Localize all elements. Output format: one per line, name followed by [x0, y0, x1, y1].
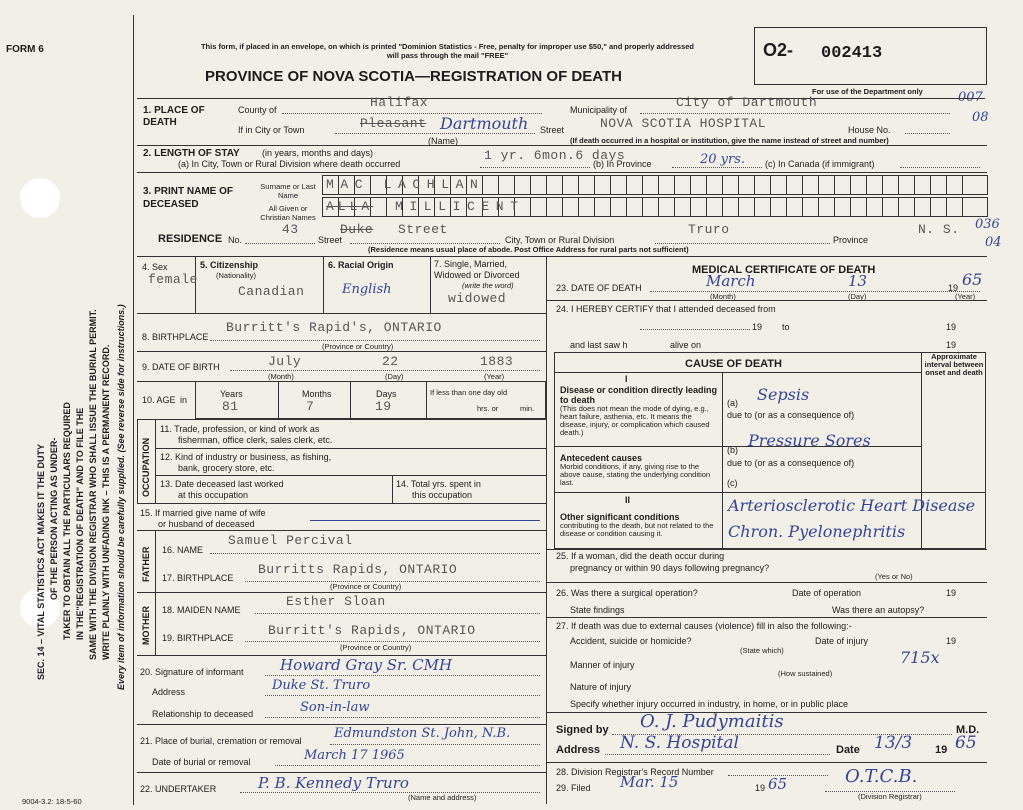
cause-b-label: (b)	[727, 445, 738, 455]
undertaker-label: 22. UNDERTAKER	[140, 784, 217, 794]
occupation-side-label: OCCUPATION	[141, 437, 151, 497]
sex-label: 4. Sex	[142, 262, 168, 272]
surname-value: MAC LACHLAN	[326, 177, 485, 192]
registration-number-box	[754, 27, 987, 85]
antecedent-label: Antecedent causes	[560, 453, 643, 463]
side-notice-line: SAME WITH THE DIVISION REGISTRAR WHO SHALL ISSUE THE BURIAL PERMIT.	[88, 309, 98, 660]
street-label: Street	[318, 235, 343, 245]
hospital-note: (If death occurred in a hospital or institution, give the name instead of street and number)	[570, 136, 889, 145]
nature-label: Nature of injury	[570, 682, 632, 692]
q29-label: 29. Filed	[556, 783, 591, 793]
father-name: Samuel Percival	[228, 533, 353, 548]
informant-address-label: Address	[152, 687, 186, 697]
informant-address: Duke St. Truro	[272, 678, 371, 693]
residence-province: N. S.	[918, 222, 960, 237]
immediate-cause-sub: (This does not mean the mode of dying, e.g., heart failure, asthenia, etc. It means the disease, injury, or complication which caused death.)	[560, 404, 710, 437]
last-saw-label: and last saw h	[570, 340, 628, 350]
q25-label: 25. If a woman, did the death occur during	[556, 551, 725, 561]
year-prefix: 19	[946, 322, 957, 332]
alive-on-label: alive on	[670, 340, 702, 350]
death-day: 13	[848, 272, 868, 290]
informant-signature: Howard Gray Sr. CMH	[280, 656, 453, 674]
industry-label: Specify whether injury occurred in industry, in home, or in public place	[570, 699, 848, 709]
certifier-date-label: Date	[836, 744, 860, 756]
certifier-signature: O. J. Pudymaitis	[640, 711, 784, 732]
part-2-label: II	[625, 495, 631, 505]
county-label: County of	[238, 105, 277, 115]
q15b-label: or husband of deceased	[158, 519, 255, 529]
length-of-stay-sub: (in years, months and days)	[262, 148, 374, 158]
month-caption: (Month)	[710, 292, 736, 301]
year-prefix: 19	[946, 588, 957, 598]
residence-label: RESIDENCE	[158, 233, 223, 245]
mother-side-label: MOTHER	[141, 606, 151, 645]
certifier-address: N. S. Hospital	[620, 733, 739, 753]
certifier-address-label: Address	[556, 744, 601, 756]
sex-value: female	[148, 272, 198, 287]
name-of-deceased-label: 3. PRINT NAME OF DECEASED	[143, 186, 234, 210]
side-notice-line: WRITE PLAINLY WITH UNFADING INK – THIS IS A PERMANENT RECORD.	[101, 344, 111, 660]
month-caption: (Month)	[268, 372, 294, 381]
signed-by-label: Signed by	[556, 724, 609, 736]
stay-b-label: (b) In Province	[593, 159, 652, 169]
place-of-death-label: 1. PLACE OF DEATH	[143, 105, 205, 128]
how-sustained-caption: (How sustained)	[778, 669, 833, 678]
date-of-injury-label: Date of injury	[815, 636, 869, 646]
day-caption: (Day)	[385, 372, 404, 381]
year-prefix: 19	[935, 744, 948, 756]
due-to-label: due to (or as a consequence of)	[727, 410, 855, 420]
punch-hole-top	[20, 178, 60, 218]
age-years: 81	[222, 399, 239, 414]
interval-label: Approximate interval between onset and death	[924, 352, 984, 377]
prov-country-caption: (Province or Country)	[330, 582, 402, 591]
residence-no: 43	[282, 222, 299, 237]
other-conditions-sub: contributing to the death, but not related to the disease or condition causing it.	[560, 521, 714, 538]
cause-a-label: (a)	[727, 398, 738, 408]
other-conditions-label: Other significant conditions	[560, 512, 680, 522]
dept-use-label: For use of the Department only	[812, 87, 923, 96]
q25b-label: pregnancy or within 90 days following pregnancy?	[570, 563, 770, 573]
q12b-label: bank, grocery store, etc.	[178, 463, 275, 473]
q27-label: 27. If death was due to external causes (violence) fill in also the following:-	[556, 621, 852, 631]
father-name-label: 16. NAME	[162, 545, 204, 555]
death-date-label: 23. DATE OF DEATH	[556, 283, 642, 293]
accident-label: Accident, suicide or homicide?	[570, 636, 692, 646]
day-caption: (Day)	[848, 292, 867, 301]
reg-prefix: O2-	[763, 40, 794, 60]
registrar-signature: O.T.C.B.	[845, 766, 918, 787]
less-day-label: If less than one day old	[430, 388, 508, 397]
prov-country-caption: (Province or Country)	[340, 643, 412, 652]
age-label: 10. AGE	[142, 395, 176, 405]
cause-title: CAUSE OF DEATH	[685, 358, 782, 370]
marital-label: 7. Single, Married, Widowed or Divorced	[434, 259, 520, 280]
state-which-caption: (State which)	[740, 646, 784, 655]
father-birthplace-label: 17. BIRTHPLACE	[162, 573, 234, 583]
residence-note: (Residence means usual place of abode. Post Office Address for rural parts not sufficient)	[368, 245, 689, 254]
residence-street-struck: Duke	[340, 222, 374, 237]
side-notice-line: SEC. 14 – VITAL STATISTICS ACT MAKES IT THE DUTY	[36, 443, 46, 680]
registrar-caption: (Division Registrar)	[858, 792, 922, 801]
town-handwritten: Dartmouth	[440, 114, 529, 133]
stay-a-value: 1 yr. 6mon.6 days	[484, 148, 626, 163]
q26-label: 26. Was there a surgical operation?	[556, 588, 698, 598]
certifier-date: 13/3	[874, 733, 913, 753]
dob-year: 1883	[480, 354, 514, 369]
prov-country-caption: (Province or Country)	[322, 342, 394, 351]
informant-sig-label: 20. Signature of informant	[140, 667, 244, 677]
other-condition-2: Chron. Pyelonephritis	[728, 522, 906, 541]
md-label: M.D.	[956, 724, 980, 736]
dept-code: 036	[975, 217, 1000, 232]
name-caption: (Name)	[428, 136, 459, 146]
marital-value: widowed	[448, 291, 507, 306]
cause-b-value: Pressure Sores	[748, 431, 871, 450]
side-notice-line: Every item of information should be carefully supplied. (See reverse side for instructions.)	[116, 304, 126, 690]
year-prefix: 19	[946, 636, 957, 646]
antecedent-sub: Morbid conditions, if any, giving rise to the above cause, stating the underlying condition last.	[560, 462, 711, 487]
reg-number: 002413	[821, 44, 883, 63]
father-birthplace: Burritts Rapids, ONTARIO	[258, 562, 458, 577]
form-label: FORM 6	[6, 44, 44, 55]
residence-city: Truro	[688, 222, 730, 237]
form-code: 9004-3.2: 18-5-60	[22, 797, 82, 806]
undertaker-caption: (Name and address)	[408, 793, 477, 802]
residence-street-word: Street	[398, 222, 448, 237]
marital-sub-label: (write the word)	[462, 281, 514, 290]
year-caption: (Year)	[955, 292, 976, 301]
given-value: MILLICENT	[395, 199, 525, 214]
side-notice-line: OF THE PERSON ACTING AS UNDER-	[49, 437, 59, 600]
yes-no-caption: (Yes or No)	[875, 572, 913, 581]
residence-city-label: City, Town or Rural Division	[505, 235, 615, 245]
stay-a-label: (a) In City, Town or Rural Division where death occurred	[178, 159, 401, 169]
year-prefix: 19	[752, 322, 763, 332]
dept-code: 04	[985, 235, 1002, 250]
certifier-year: 65	[955, 733, 977, 753]
mother-maiden: Esther Sloan	[286, 594, 386, 609]
house-no-label: House No.	[848, 125, 891, 135]
cause-c-label: (c)	[727, 478, 738, 488]
q28-label: 28. Division Registrar's Record Number	[556, 767, 714, 777]
side-notice-line: TAKER TO OBTAIN ALL THE PARTICULARS REQUIRED	[62, 402, 72, 640]
surname-label: Surname or Last Name	[260, 182, 316, 200]
filed-date: Mar. 15	[620, 773, 679, 791]
q14-label: 14. Total yrs. spent in	[396, 479, 481, 489]
municipality-label: Municipality of	[570, 105, 628, 115]
q13b-label: at this occupation	[178, 490, 249, 500]
q15-label: 15. If married give name of wife	[140, 508, 266, 518]
death-year: 65	[962, 270, 983, 289]
due-to-label: due to (or as a consequence of)	[727, 458, 855, 468]
burial-date-label: Date of burial or removal	[152, 757, 251, 767]
burial-date: March 17 1965	[304, 748, 405, 763]
given-struck: ALLA	[326, 199, 374, 214]
date-of-operation-label: Date of operation	[792, 588, 862, 598]
mother-birthplace-label: 19. BIRTHPLACE	[162, 633, 234, 643]
given-names-label: All Given or Christian Names	[260, 204, 316, 222]
racial-origin-value: English	[342, 282, 392, 297]
residence-no-label: No.	[228, 235, 243, 245]
father-side-label: FATHER	[141, 546, 151, 582]
to-label: to	[782, 322, 790, 332]
birthplace-value: Burritt's Rapid's, ONTARIO	[226, 320, 442, 335]
nationality-label: (Nationality)	[216, 271, 257, 280]
year-caption: (Year)	[484, 372, 505, 381]
stay-b-value: 20 yrs.	[700, 152, 746, 167]
age-in-label: in	[180, 395, 188, 405]
q12-label: 12. Kind of industry or business, as fishing,	[160, 452, 332, 462]
birthplace-label: 8. BIRTHPLACE	[142, 332, 209, 342]
relationship-label: Relationship to deceased	[152, 709, 254, 719]
relationship-value: Son-in-law	[300, 700, 370, 715]
burial-place: Edmundston St. John, N.B.	[334, 726, 511, 741]
min-label: min.	[520, 404, 535, 413]
racial-origin-label: 6. Racial Origin	[328, 260, 394, 270]
days-label: Days	[376, 389, 397, 399]
hrs-label: hrs. or	[477, 404, 499, 413]
autopsy-label: Was there an autopsy?	[832, 605, 925, 615]
state-findings-label: State findings	[570, 605, 625, 615]
undertaker-value: P. B. Kennedy Truro	[258, 774, 409, 792]
citizenship-label: 5. Citizenship	[200, 260, 259, 270]
residence-province-label: Province	[833, 235, 869, 245]
years-label: Years	[220, 389, 243, 399]
months-label: Months	[302, 389, 332, 399]
dept-code: 08	[972, 110, 989, 125]
burial-label: 21. Place of burial, cremation or removal	[140, 736, 302, 746]
filed-year: 65	[768, 775, 788, 793]
q13-label: 13. Date deceased last worked	[160, 479, 284, 489]
stay-c-label: (c) In Canada (if immigrant)	[765, 159, 875, 169]
citizenship-value: Canadian	[238, 284, 305, 299]
year-prefix: 19	[948, 283, 959, 293]
medical-title: MEDICAL CERTIFICATE OF DEATH	[692, 264, 876, 276]
other-condition-1: Arteriosclerotic Heart Disease	[728, 496, 976, 515]
municipality-value: City of Dartmouth	[676, 95, 818, 110]
mother-maiden-label: 18. MAIDEN NAME	[162, 605, 241, 615]
dob-day: 22	[382, 354, 399, 369]
age-days: 19	[375, 399, 392, 414]
manner-label: Manner of injury	[570, 660, 635, 670]
part-1-label: I	[625, 374, 628, 384]
dept-code: 007	[958, 90, 983, 105]
dob-month: July	[268, 354, 302, 369]
immediate-cause-label: Disease or condition directly leading to death	[560, 385, 718, 405]
mother-birthplace: Burritt's Rapids, ONTARIO	[268, 623, 476, 638]
length-of-stay-label: 2. LENGTH OF STAY	[143, 148, 240, 159]
page-title: PROVINCE OF NOVA SCOTIA—REGISTRATION OF DEATH	[205, 68, 622, 85]
year-prefix: 19	[755, 783, 766, 793]
q11-label: 11. Trade, profession, or kind of work as	[160, 424, 320, 434]
code-handwritten: 715x	[900, 648, 940, 667]
year-prefix: 19	[946, 340, 957, 350]
side-notice-line: IN THE"REGISTRATION OF DEATH" AND TO FILE THE	[75, 407, 85, 640]
cause-a-value: Sepsis	[757, 385, 810, 404]
town-struck: Pleasant	[360, 116, 427, 131]
mailing-notice: This form, if placed in an envelope, on which is printed "Dominion Statistics - Free, penalty for improper use $50," and properly addressed will pass through the mail "FREE"	[200, 42, 695, 60]
age-months: 7	[306, 399, 315, 414]
death-month: March	[706, 272, 756, 290]
dob-label: 9. DATE OF BIRTH	[142, 362, 220, 372]
certify-label: 24. I HEREBY CERTIFY that I attended deceased from	[556, 304, 776, 314]
q14b-label: this occupation	[412, 490, 473, 500]
institution-value: NOVA SCOTIA HOSPITAL	[600, 116, 767, 131]
county-value: Halifax	[370, 95, 429, 110]
q11b-label: fisherman, office clerk, sales clerk, etc.	[178, 435, 333, 445]
street-label: Street	[540, 125, 565, 135]
city-town-label: If in City or Town	[238, 125, 305, 135]
